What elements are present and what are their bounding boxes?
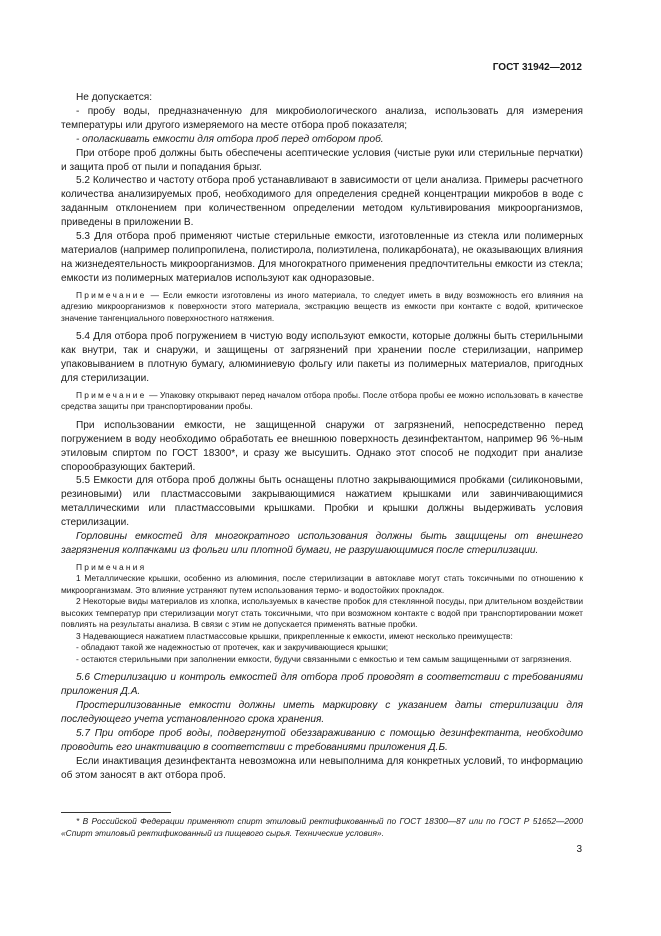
italic-text: Простерилизованные емкости должны иметь маркировку с указанием даты стерилизации для последующего учета установленного срока хранения. [61, 700, 583, 726]
note [61, 290, 583, 325]
note-text: — Упаковку открывают перед началом отбора пробы. После отбора пробы ее можно использовать в качестве средства защиты при транспортировании пробы. [61, 389, 583, 412]
note-item: 1 Металлические крышки, особенно из алюминия, после стерилизации в автоклаве могут стать токсичными по отношению к микроорганизмам. Это влияние устраняют путем использования термо- и водостойких прокладок. [61, 573, 583, 595]
paragraph: Если инактивация дезинфектанта невозможна или невыполнима для конкретных условий, то информацию об этом заносят в акт отбора проб. [61, 755, 583, 781]
section-5-4: 5.4 Для отбора проб погружением в чистую воду используют емкости, которые должны быть стерильными как внутри, так и снаружи, и защищены от загрязнений при хранении после стерилизации, например упаковыванием в плотную бумагу, алюминиевую фольгу или пакеты из полимерных материалов, пригодных для стерилизации. [61, 331, 583, 384]
section-5-5: 5.5 Емкости для отбора проб должны быть оснащены плотно закрывающимися пробками (силиконовыми, резиновыми) или пластмассовыми закрывающимися нажатием крышками или завинчивающимися металлическими или пластмассовыми крышками. Пробки и крышки должны выдерживать условия стерилизации. [61, 475, 583, 529]
page-number: 3 [576, 844, 582, 855]
paragraph: Не допускается: [76, 92, 153, 103]
italic-text: 5.7 При отборе проб воды, подвергнутой обеззараживанию с помощью дезинфектанта, необходимо проводить его инактивацию в соответствии с требованиями приложения Д.Б. [61, 728, 583, 753]
footnote-divider [61, 812, 171, 813]
note [61, 390, 583, 413]
notes-block [61, 562, 583, 666]
note-item: 2 Некоторые виды материалов из хлопка, используемых в качестве пробок для стеклянной посуды, при длительном воздействии высоких температур при стерилизации могут стать токсичными, что при возможном контакте с водой при транспортировании может повлиять на результаты анализа. В связи с этим не допускается применять ватные пробки. [61, 596, 583, 630]
section-5-7 [61, 727, 583, 755]
section-5-3: 5.3 Для отбора проб применяют чистые стерильные емкости, изготовленные из стекла или полимерных материалов (например полипропилена, полистирола, полиэтилена, поликарбоната), не оказывающих влияния на жизнедеятельность микроорганизмов. Для многократного применения предпочтительны емкости из стекла; емкости из полимерных материалов используют как одноразовые. [61, 231, 583, 284]
paragraph: - пробу воды, предназначенную для микробиологического анализа, использовать для измерения температуры или другого измеряемого на месте отбора проб показателя; [61, 105, 583, 131]
italic-text: - ополаскивать емкости для отбора проб перед отбором проб. [76, 133, 384, 145]
document-header: ГОСТ 31942—2012 [492, 62, 582, 73]
note-text: — Если емкости изготовлены из иного материала, то следует иметь в виду возможность его влияния на адгезию микроорганизмов к поверхности этого материала, экстракцию веществ из емкости при контакте с водой, критическое значение тангенциального поверхностного натяжения. [61, 289, 583, 323]
paragraph: При отборе проб должны быть обеспечены асептические условия (чистые руки или стерильные перчатки) и защита проб от пыли и попадания брызг. [61, 147, 583, 173]
note-item: 3 Надевающиеся нажатием пластмассовые крышки, прикрепленные к емкости, имеют несколько преимуществ: [76, 630, 513, 641]
notes-label: Примечания [76, 561, 147, 572]
section-5-6 [61, 671, 583, 699]
italic-text: 5.6 Стерилизацию и контроль емкостей для отбора проб проводят в соответствии с требованиями приложения Д.А. [61, 672, 583, 698]
paragraph [61, 133, 583, 147]
paragraph: При использовании емкости, не защищенной снаружи от загрязнений, непосредственно перед погружением в воду необходимо обработать ее внешнюю поверхность дезинфектантом, например 96 %-ным этиловым спиртом по ГОСТ 18300*, и сразу же высушить. Однако этот способ не подходит при анализе спорообразующих бактерий. [61, 419, 583, 473]
note-label: Примечание [76, 389, 147, 400]
footnote: * В Российской Федерации применяют спирт этиловый ректификованный по ГОСТ 18300—87 или по ГОСТ Р 51652—2000 «Спирт этиловый ректификованный из пищевого сырья. Технические условия». [61, 816, 583, 838]
paragraph [61, 699, 583, 727]
section-5-2: 5.2 Количество и частоту отбора проб устанавливают в зависимости от цели анализа. Примеры расчетного количества анализируемых проб, необходимого для определения средней концентрации микробов в воде с заданным отклонением при количественном определении методом культивирования микроорганизмов, приведены в приложении В. [61, 175, 583, 229]
page-body [61, 91, 583, 783]
note-label: Примечание [76, 289, 147, 300]
paragraph [61, 530, 583, 558]
note-item: - обладают такой же надежностью от протечек, как и закручивающиеся крышки; [76, 642, 389, 653]
italic-text: Горловины емкостей для многократного использования должны быть защищены от внешнего загрязнения колпачками из фольги или плотной бумаги, не разрушающимися после стерилизации. [61, 531, 583, 556]
note-item: - остаются стерильными при заполнении емкости, будучи связанными с емкостью и тем самым защищенными от загрязнения. [76, 653, 572, 664]
